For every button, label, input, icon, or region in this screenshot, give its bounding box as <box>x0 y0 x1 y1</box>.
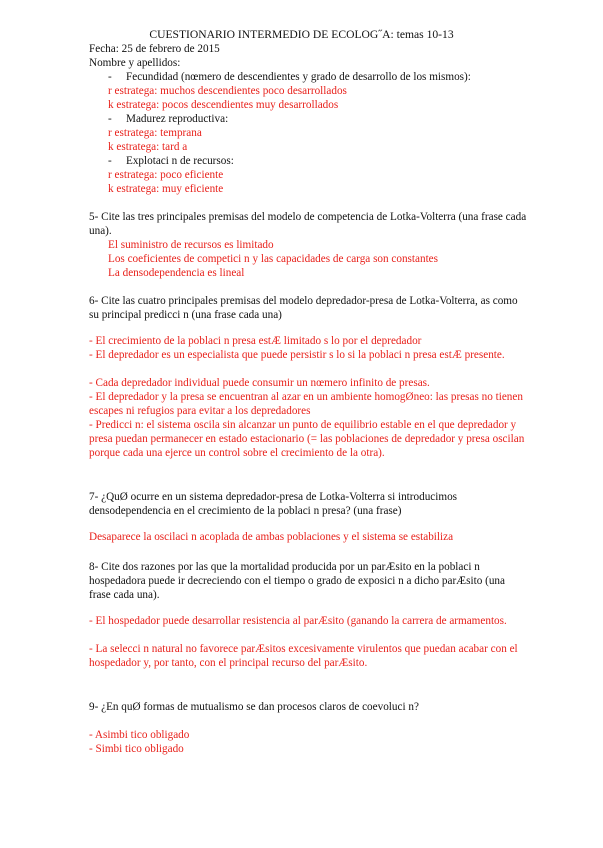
question-5: 5- Cite las tres principales premisas del modelo de competencia de Lotka-Volterra (una frase cada una). <box>89 211 527 237</box>
list-item-maturity: - Madurez reproductiva: <box>108 113 229 125</box>
list-item-fecundity: - Fecundidad (nœmero de descendientes y grado de desarrollo de los mismos): <box>108 71 471 83</box>
answer-6-prediction: - Predicci n: el sistema oscila sin alcanzar un punto de equilibrio estable en el que depredador y presa puedan permanecer en estado estacionario (= las poblaciones de depredador y presa oscilan porque cada una ejerce un control sobre el crecimiento de la otra). <box>89 419 525 459</box>
list-heading: Fecundidad (nœmero de descendientes y grado de desarrollo de los mismos): <box>126 71 471 83</box>
answer-7: Desaparece la oscilaci n acoplada de ambas poblaciones y el sistema se estabiliza <box>89 531 454 543</box>
name-line: Nombre y apellidos: <box>89 57 181 69</box>
question-9: 9- ¿En quØ formas de mutualismo se dan procesos claros de coevoluci n? <box>89 701 419 713</box>
answer-5-1: El suministro de recursos es limitado <box>108 239 274 251</box>
list-heading: Explotaci n de recursos: <box>126 155 234 167</box>
answer-6-3: - Cada depredador individual puede consumir un nœmero infinito de presas. <box>89 377 430 389</box>
question-7: 7- ¿QuØ ocurre en un sistema depredador-presa de Lotka-Volterra si introducimos densodependencia en el crecimiento de la poblaci n presa? (una frase) <box>89 491 458 517</box>
answer-6-4: - El depredador y la presa se encuentran al azar en un ambiente homogØneo: las presas no tienen escapes ni refugios para evitar a los depredadores <box>89 391 523 417</box>
list-item-resources: - Explotaci n de recursos: <box>108 155 234 167</box>
k-strategist-answer: k estratega: pocos descendientes muy desarrollados <box>108 99 339 111</box>
answer-6-1: - El crecimiento de la poblaci n presa estÆ limitado s lo por el depredador <box>89 335 422 347</box>
answer-6-2: - El depredador es un especialista que puede persistir s lo si la poblaci n presa estÆ presente. <box>89 349 505 361</box>
question-8: 8- Cite dos razones por las que la mortalidad producida por un parÆsito en la poblaci n hospedadora puede ir decreciendo con el tiempo o grado de exposici n a dicho parÆsito (una frase cada una). <box>89 561 505 601</box>
k-strategist-answer: k estratega: muy eficiente <box>108 183 224 195</box>
list-heading: Madurez reproductiva: <box>126 113 229 125</box>
answer-8-2: - La selecci n natural no favorece parÆsitos excesivamente virulentos que puedan acabar con el hospedador y, por tanto, con el principal recurso del parÆsito. <box>89 643 518 669</box>
k-strategist-answer: k estratega: tard a <box>108 141 188 153</box>
answer-9-1: - Asimbi tico obligado <box>89 729 190 741</box>
answer-8-1: - El hospedador puede desarrollar resistencia al parÆsito (ganando la carrera de armamentos. <box>89 615 507 627</box>
answer-5-3: La densodependencia es lineal <box>108 267 245 279</box>
document-title: CUESTIONARIO INTERMEDIO DE ECOLOG˝A: temas 10-13 <box>149 28 454 41</box>
answer-9-2: - Simbi tico obligado <box>89 743 184 755</box>
answer-5-2: Los coeficientes de competici n y las capacidades de carga son constantes <box>108 253 439 265</box>
r-strategist-answer: r estratega: temprana <box>108 127 202 139</box>
r-strategist-answer: r estratega: muchos descendientes poco desarrollados <box>108 85 347 97</box>
date-line: Fecha: 25 de febrero de 2015 <box>89 43 220 55</box>
question-6: 6- Cite las cuatro principales premisas del modelo depredador-presa de Lotka-Volterra, as como su principal predicci n (una frase cada una) <box>89 295 518 321</box>
r-strategist-answer: r estratega: poco eficiente <box>108 169 224 181</box>
